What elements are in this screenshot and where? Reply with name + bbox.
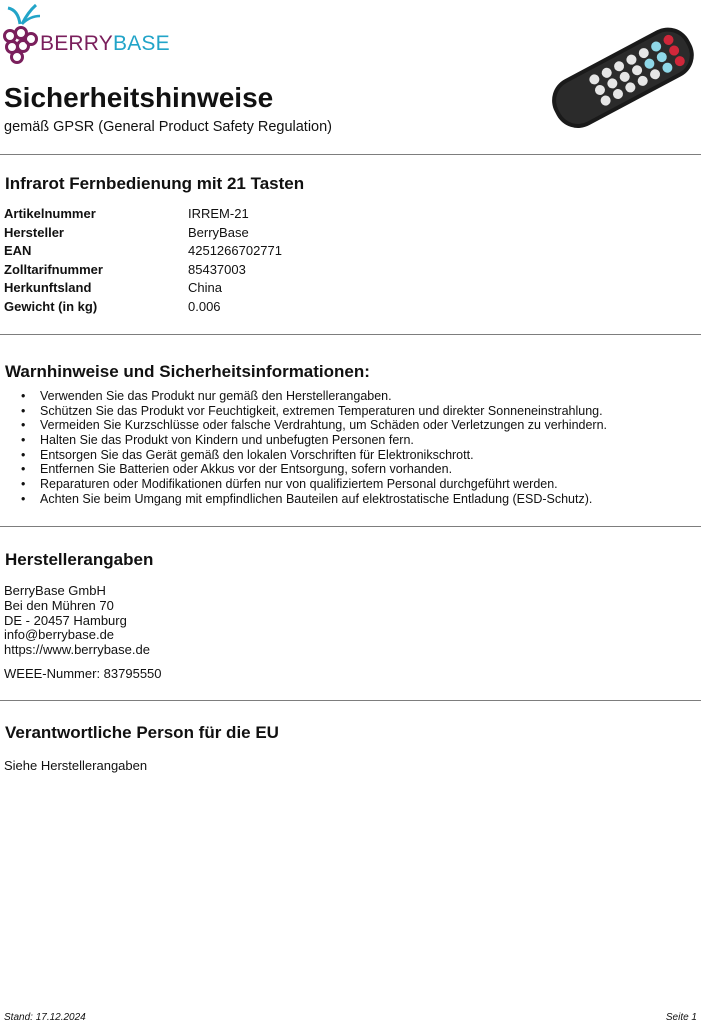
berry-logo-icon <box>0 2 42 66</box>
list-item <box>21 404 607 419</box>
divider <box>0 334 701 335</box>
bullet-icon: • <box>21 491 26 506</box>
warnings-heading: Warnhinweise und Sicherheitsinformationen: <box>5 362 370 381</box>
warnings-list <box>21 389 607 507</box>
divider <box>0 154 701 155</box>
manufacturer-heading: Herstellerangaben <box>5 550 154 569</box>
bullet-icon: • <box>21 418 26 433</box>
spec-row <box>4 206 282 225</box>
email-link[interactable]: info@berrybase.de <box>4 627 115 643</box>
spec-row <box>4 225 282 244</box>
warning-text: Halten Sie das Produkt von Kindern und unbefugten Personen fern. <box>40 433 414 448</box>
product-heading: Infrarot Fernbedienung mit 21 Tasten <box>5 174 305 193</box>
warning-text: Vermeiden Sie Kurzschlüsse oder falsche Verdrahtung, um Schäden oder Verletzungen zu verhindern. <box>40 418 608 433</box>
brand-name-part2: BASE <box>112 32 170 55</box>
footer-date: Stand: 17.12.2024 <box>4 1012 86 1023</box>
bullet-icon: • <box>21 477 26 492</box>
warning-text: Entfernen Sie Batterien oder Akkus vor der Entsorgung, sofern vorhanden. <box>40 462 453 477</box>
eu-heading: Verantwortliche Person für die EU <box>5 723 279 742</box>
warning-text: Entsorgen Sie das Gerät gemäß den lokalen Vorschriften für Elektronikschrott. <box>40 447 474 462</box>
spec-value: 0.006 <box>188 298 221 314</box>
bullet-icon: • <box>21 403 26 418</box>
brand-name <box>40 32 170 56</box>
spec-value: China <box>188 280 222 296</box>
spec-label: Artikelnummer <box>4 206 96 221</box>
list-item <box>21 448 607 463</box>
list-item <box>21 389 607 404</box>
list-item <box>21 492 607 507</box>
spec-row <box>4 243 282 262</box>
footer-page: Seite 1 <box>665 1012 697 1023</box>
brand-name-part1: BERRY <box>40 32 113 55</box>
spec-value: 85437003 <box>188 261 246 277</box>
spec-value: BerryBase <box>188 224 249 240</box>
spec-value: IRREM-21 <box>188 206 249 221</box>
list-item <box>21 433 607 448</box>
spec-value: 4251266702771 <box>188 243 282 259</box>
spec-label: Herkunftsland <box>4 280 92 296</box>
warning-text: Verwenden Sie das Produkt nur gemäß den Herstellerangaben. <box>40 389 392 403</box>
street: Bei den Mühren 70 <box>4 597 114 613</box>
warning-text: Reparaturen oder Modifikationen dürfen nur von qualifiziertem Personal durchgeführt werden. <box>40 477 558 492</box>
ir-remote-control-image <box>540 14 701 139</box>
website-link[interactable]: https://www.berrybase.de <box>4 642 150 658</box>
eu-text: Siehe Herstellerangaben <box>4 758 148 773</box>
spec-row <box>4 299 282 318</box>
weee-number: WEEE-Nummer: 83795550 <box>4 666 162 681</box>
manufacturer-address <box>4 584 150 658</box>
city: DE - 20457 Hamburg <box>4 612 127 628</box>
list-item <box>21 418 607 433</box>
bullet-icon: • <box>21 462 26 477</box>
bullet-icon: • <box>21 389 26 403</box>
spec-label: EAN <box>4 243 32 259</box>
warning-text: Schützen Sie das Produkt vor Feuchtigkeit, extremen Temperaturen und direkter Sonneneinstrahlung. <box>40 403 603 418</box>
bullet-icon: • <box>21 447 26 462</box>
page-title: Sicherheitshinweise <box>4 82 274 113</box>
spec-row <box>4 262 282 281</box>
spec-label: Hersteller <box>4 224 64 240</box>
divider <box>0 700 701 701</box>
warning-text: Achten Sie beim Umgang mit empfindlichen Bauteilen auf elektrostatische Entladung (ESD-Schutz). <box>40 491 593 506</box>
list-item <box>21 477 607 492</box>
divider <box>0 526 701 527</box>
bullet-icon: • <box>21 433 26 448</box>
brand-logo <box>0 2 175 66</box>
company-name: BerryBase GmbH <box>4 583 106 598</box>
spec-table <box>4 206 282 318</box>
spec-label: Gewicht (in kg) <box>4 298 98 314</box>
page-subtitle: gemäß GPSR (General Product Safety Regulation) <box>4 119 333 135</box>
list-item <box>21 462 607 477</box>
spec-row <box>4 280 282 299</box>
spec-label: Zolltarifnummer <box>4 261 103 277</box>
